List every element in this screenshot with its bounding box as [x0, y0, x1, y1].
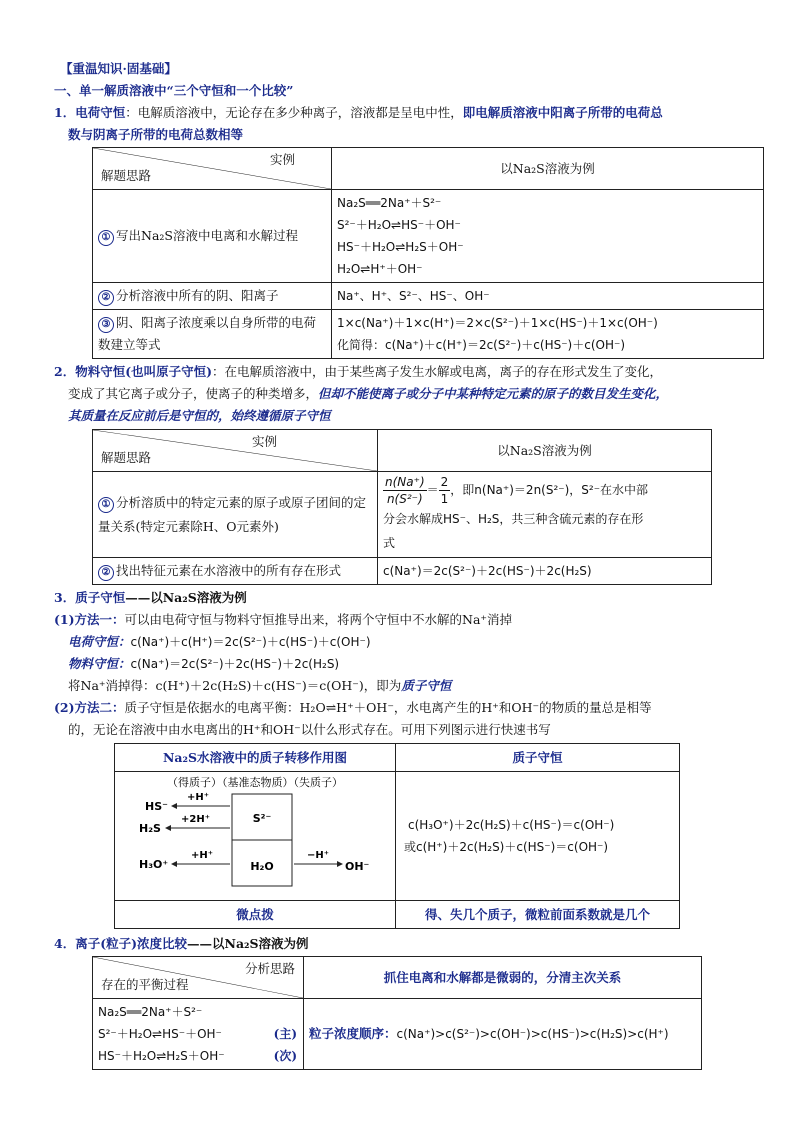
- charge-row3-label: ③ 阴、阳离子浓度乘以自身所带的电荷数建立等式: [93, 310, 332, 359]
- proton-diagram-cell: [115, 772, 396, 901]
- material-row1-label: ① 分析溶质中的特定元素的原子或原子团间的定量关系(特定元素除H、O元素外): [93, 472, 378, 558]
- proton-transfer-diagram: [115, 772, 395, 900]
- s2-line2: 变成了其它离子或分子，使离子的种类增多，但却不能使离子或分子中某种特定元素的原子的数目发生变化，: [68, 386, 669, 401]
- s3-m2-line1: (2)方法二：质子守恒是依据水的电离平衡：H₂O⇌H⁺＋OH⁻，水电离产生的H⁺和OH⁻的物质的量总是相等: [54, 700, 652, 715]
- species-h2o: H₂O: [250, 860, 274, 873]
- s2-line1: 2．物料守恒(也叫原子守恒)：在电解质溶液中，由于某些离子发生水解或电离，离子的存在形式发生了变化，: [54, 364, 663, 379]
- arrow1-label: +H⁺: [187, 792, 210, 803]
- s3-m2-line2: 的，无论在溶液中由水电离出的H⁺和OH⁻以什么形式存在。可用下列图示进行快速书写: [68, 722, 551, 737]
- s3-elim: 将Na⁺消掉得：c(H⁺)＋2c(H₂S)＋c(HS⁻)＝c(OH⁻)，即为质子守恒: [68, 678, 452, 693]
- species-h2s: H₂S: [139, 822, 161, 835]
- proton-equations: c(H₃O⁺)＋2c(H₂S)＋c(HS⁻)＝c(OH⁻) 或c(H⁺)＋2c(H₂S)＋c(HS⁻)＝c(OH⁻): [396, 772, 680, 901]
- arrow2-label: +2H⁺: [181, 814, 210, 825]
- corner-bottom: 解题思路: [101, 168, 152, 183]
- proton-foot-right: 得、失几个质子，微粒前面系数就是几个: [396, 901, 680, 929]
- s3-material: 物料守恒：c(Na⁺)＝2c(S²⁻)＋2c(HS⁻)＋2c(H₂S): [68, 656, 340, 671]
- species-hs: HS⁻: [145, 800, 168, 813]
- s2-line3: 其质量在反应前后是守恒的，始终遵循原子守恒: [68, 408, 331, 423]
- concentration-equilibria: Na₂S══2Na⁺＋S²⁻ S²⁻＋H₂O⇌HS⁻＋OH⁻ (主) HS⁻＋H₂O⇌H₂S＋OH⁻ (次): [93, 999, 304, 1070]
- proton-head-left: Na₂S水溶液中的质子转移作用图: [115, 744, 396, 772]
- charge-row1-label: ① 写出Na₂S溶液中电离和水解过程: [93, 190, 332, 283]
- s3-m1: (1)方法一：可以由电荷守恒与物料守恒推导出来，将两个守恒中不水解的Na⁺消掉: [54, 612, 513, 627]
- material-table-corner: 实例 解题思路: [93, 430, 378, 472]
- proton-table: [114, 743, 680, 929]
- species-h3o: H₃O⁺: [139, 858, 169, 871]
- charge-table-corner: [93, 148, 332, 190]
- s1-intro: [54, 102, 744, 124]
- s1-intro-emph2: 数与阴离子所带的电荷总数相等: [68, 127, 244, 142]
- fraction-n: $\frac{n(Na^+)}{\text{n(S²⁻)}}$: [385, 475, 425, 506]
- s2-title: 2．物料守恒(也叫原子守恒): [54, 364, 213, 379]
- charge-table: [92, 147, 764, 359]
- species-s2: S²⁻: [252, 812, 272, 825]
- charge-table-example-head: 以Na₂S溶液为例: [332, 148, 764, 190]
- species-oh: OH⁻: [345, 860, 370, 873]
- charge-row1-value: Na₂S══2Na⁺＋S²⁻ S²⁻＋H₂O⇌HS⁻＋OH⁻ HS⁻＋H₂O⇌H₂S＋OH⁻ H₂O⇌H⁺＋OH⁻: [332, 190, 764, 283]
- charge-row2-label: ② 分析溶液中所有的阴、阳离子: [93, 283, 332, 310]
- material-row2-label: ② 找出特征元素在水溶液中的所有存在形式: [93, 558, 378, 585]
- document-page: [54, 58, 744, 1070]
- concentration-order: 粒子浓度顺序：c(Na⁺)>c(S²⁻)>c(OH⁻)>c(HS⁻)>c(H₂S)>c(H⁺): [304, 999, 702, 1070]
- section-tag: 【重温知识·固基础】: [60, 61, 177, 76]
- material-table: [92, 429, 712, 585]
- s1-title: 1．电荷守恒: [54, 105, 126, 120]
- material-row1-value: $\frac{n(Na^+)}{\text{n(S²⁻)}}$ ＝ $\frac{2}{1}$ ，即n(Na⁺)＝2n(S²⁻)，S²⁻在水中部 分会水解成HS⁻、H₂S，共三种含硫元素的存在形 式: [378, 472, 712, 558]
- s1-intro-text: ：电解质溶液中，无论存在多少种离子，溶液都是呈电中性，: [125, 105, 463, 120]
- s4-title-line: 4．离子(粒子)浓度比较——以Na₂S溶液为例: [54, 936, 309, 951]
- charge-row3-value: 1×c(Na⁺)＋1×c(H⁺)＝2×c(S²⁻)＋1×c(HS⁻)＋1×c(OH⁻) 化简得：c(Na⁺)＋c(H⁺)＝2c(S²⁻)＋c(HS⁻)＋c(OH⁻): [332, 310, 764, 359]
- s3-charge: 电荷守恒：c(Na⁺)＋c(H⁺)＝2c(S²⁻)＋c(HS⁻)＋c(OH⁻): [68, 634, 371, 649]
- charge-row2-value: Na⁺、H⁺、S²⁻、HS⁻、OH⁻: [332, 283, 764, 310]
- arrow4-label: −H⁺: [307, 850, 330, 861]
- proton-head-right: 质子守恒: [396, 744, 680, 772]
- concentration-table: [92, 956, 702, 1070]
- diagram-top-labels: （得质子）（基准态物质）（失质子）: [167, 776, 343, 789]
- s1-intro-emph: 即电解质溶液中阳离子所带的电荷总: [462, 105, 663, 120]
- corner-top: 实例: [269, 152, 295, 167]
- concentration-corner: 分析思路 存在的平衡过程: [93, 957, 304, 999]
- s3-title-line: 3．质子守恒——以Na₂S溶液为例: [54, 590, 247, 605]
- proton-foot-left: 微点拨: [115, 901, 396, 929]
- arrow3-label: +H⁺: [191, 850, 214, 861]
- fraction-ratio: $\frac{2}{1}$: [440, 475, 449, 506]
- material-table-example-head: 以Na₂S溶液为例: [378, 430, 712, 472]
- material-row2-value: c(Na⁺)＝2c(S²⁻)＋2c(HS⁻)＋2c(H₂S): [378, 558, 712, 585]
- section-title: 一、单一解质溶液中“三个守恒和一个比较”: [54, 83, 294, 98]
- concentration-head-right: 抓住电离和水解都是微弱的，分清主次关系: [304, 957, 702, 999]
